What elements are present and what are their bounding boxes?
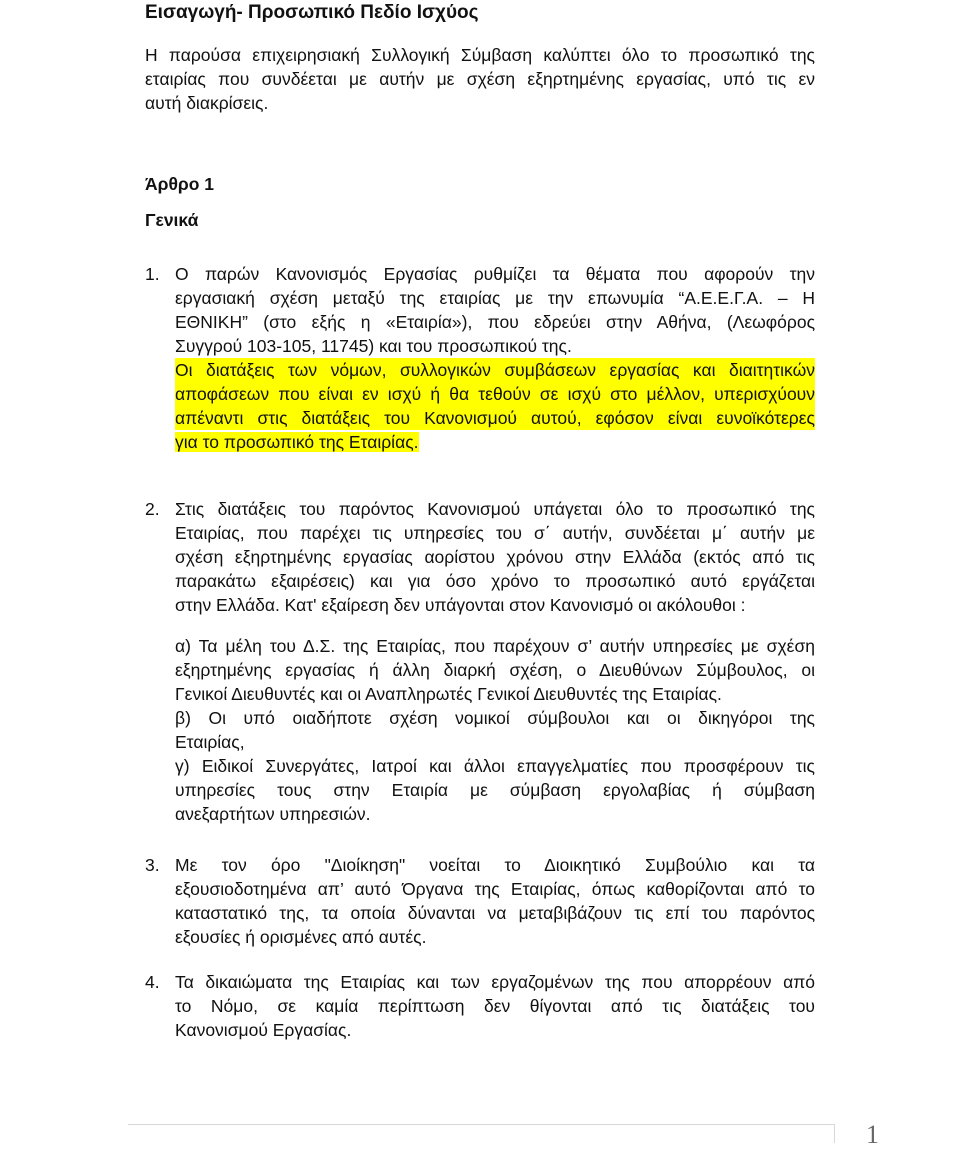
exclusion-line: Εταιρίας, bbox=[175, 732, 245, 752]
highlighted-line: για το προσωπικό της Εταιρίας. bbox=[175, 432, 419, 452]
item-body bbox=[175, 262, 815, 454]
item-number: 1. bbox=[145, 264, 160, 284]
intro-line: αυτή διακρίσεις. bbox=[145, 93, 269, 113]
exclusion-a bbox=[175, 634, 815, 706]
highlighted-line: απέναντι στις διατάξεις του Κανονισμού αυτού, εφόσον είναι ευνοϊκότερες bbox=[175, 408, 815, 428]
item-line: εργασιακή σχέση μεταξύ της εταιρίας με την επωνυμία “Α.Ε.Ε.Γ.Α. – Η bbox=[175, 288, 815, 308]
item-body bbox=[175, 497, 815, 826]
item-line: εξουσίες ή ορισμένες από αυτές. bbox=[175, 927, 427, 947]
highlighted-line: Οι διατάξεις των νόμων, συλλογικών συμβάσεων εργασίας και διαιτητικών bbox=[175, 360, 815, 380]
item-number: 2. bbox=[145, 499, 160, 519]
item-line: το Νόμο, σε καμία περίπτωση δεν θίγονται από τις διατάξεις του bbox=[175, 996, 815, 1016]
item-line: Στις διατάξεις του παρόντος Κανονισμού υπάγεται όλο το προσωπικό της bbox=[175, 499, 815, 519]
intro-line: εταιρίας που συνδέεται με αυτήν με σχέση εξηρτημένης εργασίας, υπό τις εν bbox=[145, 69, 815, 89]
footer-rule bbox=[128, 1124, 834, 1125]
exclusion-line: υπηρεσίες τους στην Εταιρία με σύμβαση εργολαβίας ή σύμβαση bbox=[175, 780, 815, 800]
item-number: 3. bbox=[145, 855, 160, 875]
item-line: Εταιρίας, που παρέχει τις υπηρεσίες του σ΄ αυτήν, συνδέεται μ΄ αυτήν με bbox=[175, 523, 815, 543]
item-line: Κανονισμού Εργασίας. bbox=[175, 1020, 352, 1040]
item-line: στην Ελλάδα. Κατ' εξαίρεση δεν υπάγονται στον Κανονισμό οι ακόλουθοι : bbox=[175, 595, 746, 615]
item-line: Συγγρού 103-105, 11745) και του προσωπικού της. bbox=[175, 336, 572, 356]
exclusion-line: εξηρτημένης εργασίας ή άλλη διαρκή σχέση, ο Διευθύνων Σύμβουλος, οι bbox=[175, 660, 815, 680]
item-line: εξουσιοδοτημένα απ’ αυτό Όργανα της Εταιρίας, όπως καθορίζονται από το bbox=[175, 879, 815, 899]
item-line: παρακάτω εξαιρέσεις) και για όσο χρόνο το προσωπικό αυτό εργάζεται bbox=[175, 571, 815, 591]
item-line: Ο παρών Κανονισμός Εργασίας ρυθμίζει τα θέματα που αφορούν την bbox=[175, 264, 815, 284]
exclusion-line: γ) Ειδικοί Συνεργάτες, Ιατροί και άλλοι επαγγελματίες που προσφέρουν τις bbox=[175, 756, 815, 776]
list-item-1 bbox=[145, 262, 815, 462]
article-subtitle: Γενικά bbox=[145, 210, 199, 230]
list-item-4 bbox=[145, 970, 815, 1046]
exclusion-line: ανεξαρτήτων υπηρεσιών. bbox=[175, 804, 371, 824]
document-heading: Εισαγωγή- Προσωπικό Πεδίο Ισχύος bbox=[145, 2, 479, 23]
exclusion-line: Γενικοί Διευθυντές και οι Αναπληρωτές Γενικοί Διευθυντές της Εταιρίας. bbox=[175, 684, 722, 704]
article-title: Άρθρο 1 bbox=[145, 174, 215, 194]
highlighted-paragraph bbox=[175, 358, 815, 454]
item-body bbox=[175, 970, 815, 1042]
page-number: 1 bbox=[866, 1120, 879, 1149]
item-line: Με τον όρο "Διοίκηση" νοείται το Διοικητικό Συμβούλιο και τα bbox=[175, 855, 815, 875]
item-line: καταστατικό της, τα οποία δύνανται να μεταβιβάζουν τις επί του παρόντος bbox=[175, 903, 815, 923]
exclusion-line: β) Οι υπό οιαδήποτε σχέση νομικοί σύμβουλοι και οι δικηγόροι της bbox=[175, 708, 815, 728]
footer-rule-divider bbox=[834, 1124, 835, 1143]
intro-line: Η παρούσα επιχειρησιακή Συλλογική Σύμβαση καλύπτει όλο το προσωπικό της bbox=[145, 45, 815, 65]
exclusion-line: α) Τα μέλη του Δ.Σ. της Εταιρίας, που παρέχουν σ’ αυτήν υπηρεσίες με σχέση bbox=[175, 636, 815, 656]
list-item-3 bbox=[145, 853, 815, 953]
item-body bbox=[175, 853, 815, 949]
highlighted-line: αποφάσεων που είναι εν ισχύ ή θα τεθούν σε ισχύ στο μέλλον, υπερισχύουν bbox=[175, 384, 815, 404]
exclusion-b bbox=[175, 706, 815, 754]
list-item-2 bbox=[145, 497, 815, 837]
intro-paragraph bbox=[145, 43, 815, 115]
item-line: ΕΘΝΙΚΗ” (στο εξής η «Εταιρία»), που εδρεύει στην Αθήνα, (Λεωφόρος bbox=[175, 312, 815, 332]
item-number: 4. bbox=[145, 972, 160, 992]
exclusion-c bbox=[175, 754, 815, 826]
item-line: Τα δικαιώματα της Εταιρίας και των εργαζομένων της που απορρέουν από bbox=[175, 972, 815, 992]
item-line: σχέση εξηρτημένης εργασίας αορίστου χρόνου στην Ελλάδα (εκτός από τις bbox=[175, 547, 815, 567]
